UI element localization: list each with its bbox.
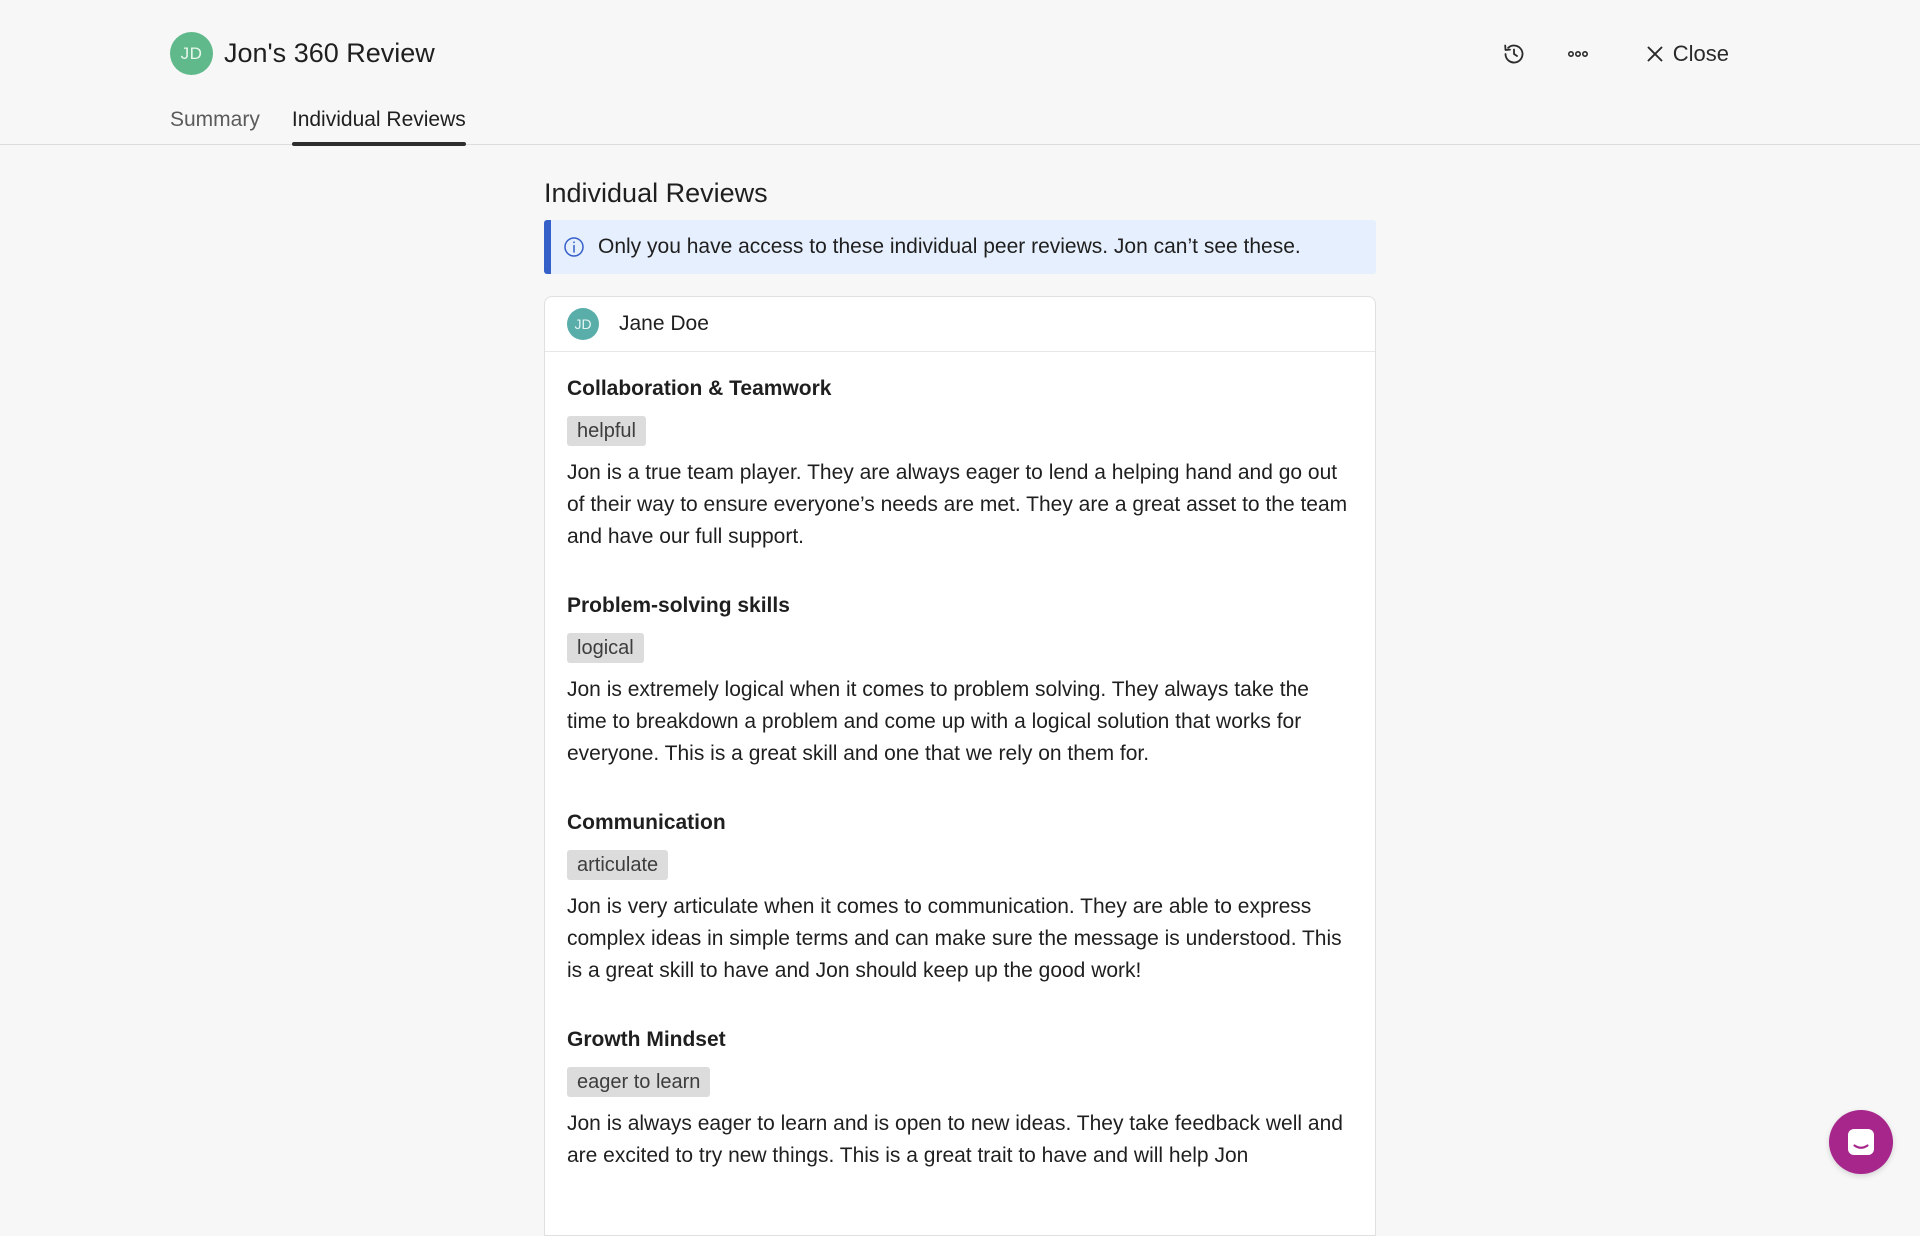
close-icon [1646,45,1664,63]
more-horizontal-icon [1566,42,1590,66]
review-section-problem-solving [567,593,1353,770]
subject-avatar: JD [170,32,213,75]
trait-tag: eager to learn [567,1067,710,1097]
page-header [0,0,1920,145]
review-text: Jon is always eager to learn and is open to new ideas. They take feedback well and are excited to try new things. This is a great trait to have and will help Jon [567,1112,1343,1167]
review-text: Jon is a true team player. They are always eager to lend a helping hand and go out of their way to ensure everyone’s needs are met. They are a great asset to the team and have our full support. [567,461,1348,548]
review-section-title: Growth Mindset [567,1028,726,1051]
history-icon [1502,42,1526,66]
review-section-title: Communication [567,811,726,834]
review-section-growth-mindset [567,1027,1353,1172]
info-banner-text: Only you have access to these individual peer reviews. Jon can’t see these. [598,235,1301,258]
chat-icon [1846,1127,1876,1157]
tab-summary[interactable]: Summary [170,108,260,131]
reviewer-name: Jane Doe [619,312,709,335]
review-card [544,296,1376,1236]
close-button[interactable] [1646,41,1729,67]
review-section-title: Collaboration & Teamwork [567,377,832,400]
close-label: Close [1672,40,1729,66]
reviewer-avatar: JD [567,308,599,340]
history-button[interactable] [1496,36,1532,72]
section-title: Individual Reviews [544,178,768,208]
review-section-communication [567,810,1353,987]
trait-tag: helpful [567,416,646,446]
tab-individual-reviews[interactable]: Individual Reviews [292,108,466,145]
main-content [544,176,1376,1236]
review-text: Jon is very articulate when it comes to communication. They are able to express complex ideas in simple terms and can make sure the message is understood. This is a great skill to have and Jon should keep up the good work! [567,895,1342,982]
page-title: Jon's 360 Review [224,38,435,68]
chat-launcher-button[interactable] [1829,1110,1893,1174]
info-icon [563,236,585,258]
tab-bar [170,108,498,145]
more-options-button[interactable] [1560,36,1596,72]
title-row [170,32,435,75]
review-section-collaboration [567,376,1353,553]
header-actions [1496,32,1729,75]
review-text: Jon is extremely logical when it comes to problem solving. They always take the time to breakdown a problem and come up with a logical solution that works for everyone. This is a great skill and one that we rely on them for. [567,678,1309,765]
review-section-title: Problem-solving skills [567,594,790,617]
reviewer-header [545,297,1375,352]
trait-tag: logical [567,633,644,663]
review-body [545,352,1375,1172]
trait-tag: articulate [567,850,668,880]
info-banner [544,220,1376,274]
